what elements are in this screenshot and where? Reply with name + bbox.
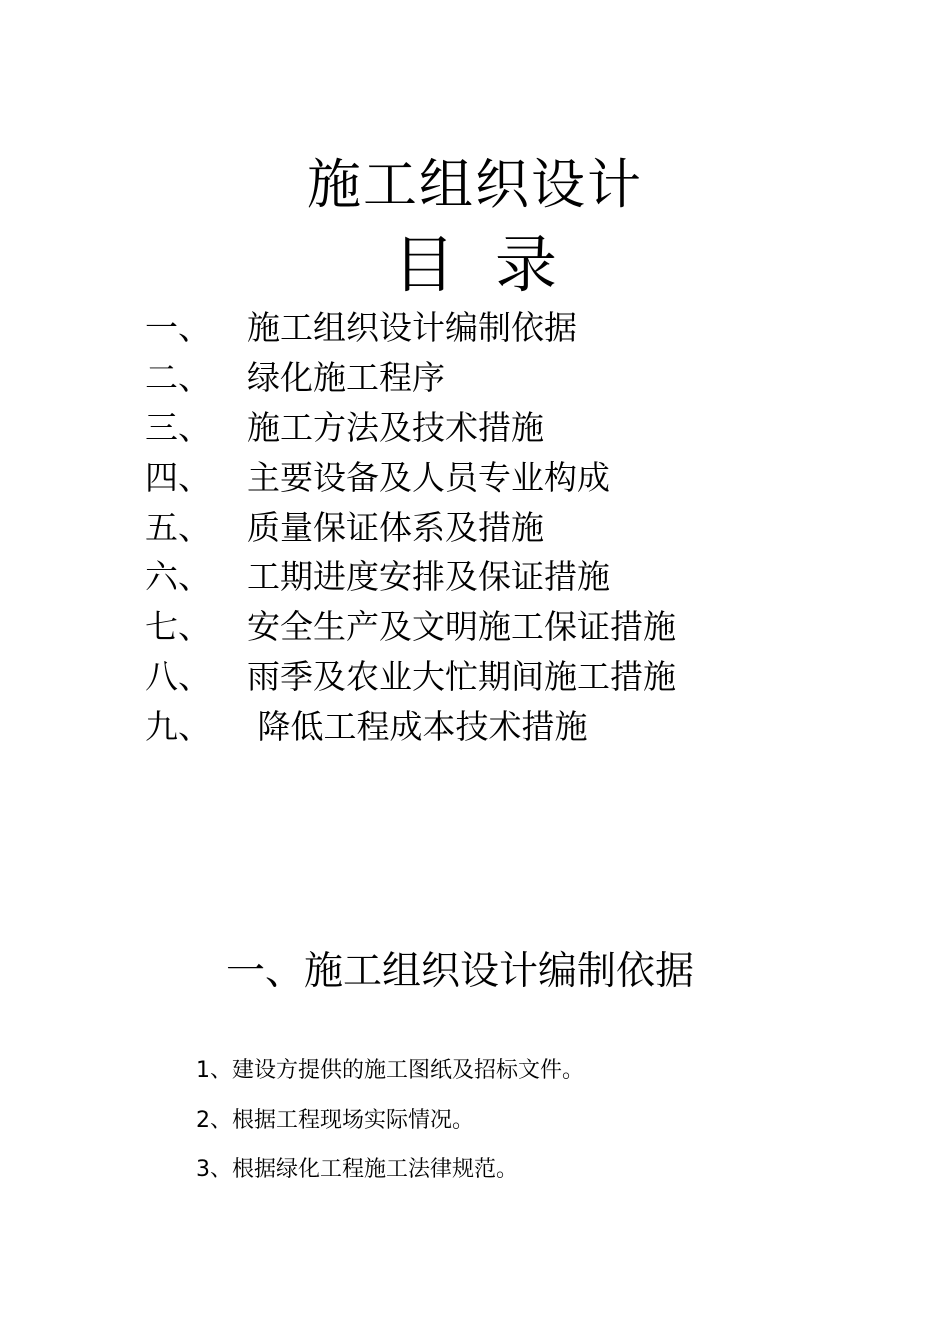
toc-number: 四、: [145, 457, 211, 497]
toc-number: 六、: [145, 557, 211, 597]
table-of-contents: [145, 301, 676, 749]
toc-item-5[interactable]: [145, 500, 676, 550]
toc-number: 二、: [145, 358, 211, 398]
toc-item-1[interactable]: [145, 301, 676, 351]
toc-item-6[interactable]: [145, 550, 676, 600]
toc-heading: [0, 228, 950, 302]
toc-text: 绿化施工程序: [247, 358, 445, 398]
toc-heading-char-1: 目: [392, 228, 455, 301]
toc-text: 施工组织设计编制依据: [247, 308, 577, 348]
toc-number: 八、: [145, 656, 211, 696]
toc-item-7[interactable]: [145, 600, 676, 650]
toc-number: 一、: [145, 308, 211, 348]
toc-number: 七、: [145, 607, 211, 647]
toc-text: 质量保证体系及措施: [247, 507, 544, 547]
toc-number: 三、: [145, 407, 211, 447]
toc-item-2[interactable]: [145, 351, 676, 401]
basis-list: [196, 1048, 584, 1197]
toc-heading-char-2: 录: [495, 228, 558, 301]
toc-text: 工期进度安排及保证措施: [247, 557, 610, 597]
toc-item-3[interactable]: [145, 401, 676, 451]
toc-text: 安全生产及文明施工保证措施: [247, 607, 676, 647]
toc-item-9[interactable]: [145, 699, 676, 749]
toc-item-4[interactable]: [145, 450, 676, 500]
toc-number: 九、: [145, 706, 211, 746]
section-heading: 一、施工组织设计编制依据: [226, 949, 695, 994]
toc-item-8[interactable]: [145, 650, 676, 700]
toc-text: 雨季及农业大忙期间施工措施: [247, 656, 676, 696]
toc-text: 施工方法及技术措施: [247, 407, 544, 447]
toc-text: 降低工程成本技术措施: [247, 706, 588, 746]
list-item: 2、根据工程现场实际情况。: [196, 1107, 474, 1133]
toc-number: 五、: [145, 507, 211, 547]
list-item: 1、建设方提供的施工图纸及招标文件。: [196, 1058, 584, 1083]
toc-text: 主要设备及人员专业构成: [247, 457, 610, 497]
document-title: 施工组织设计: [307, 153, 643, 216]
list-item: 3、根据绿化工程施工法律规范。: [196, 1157, 518, 1182]
